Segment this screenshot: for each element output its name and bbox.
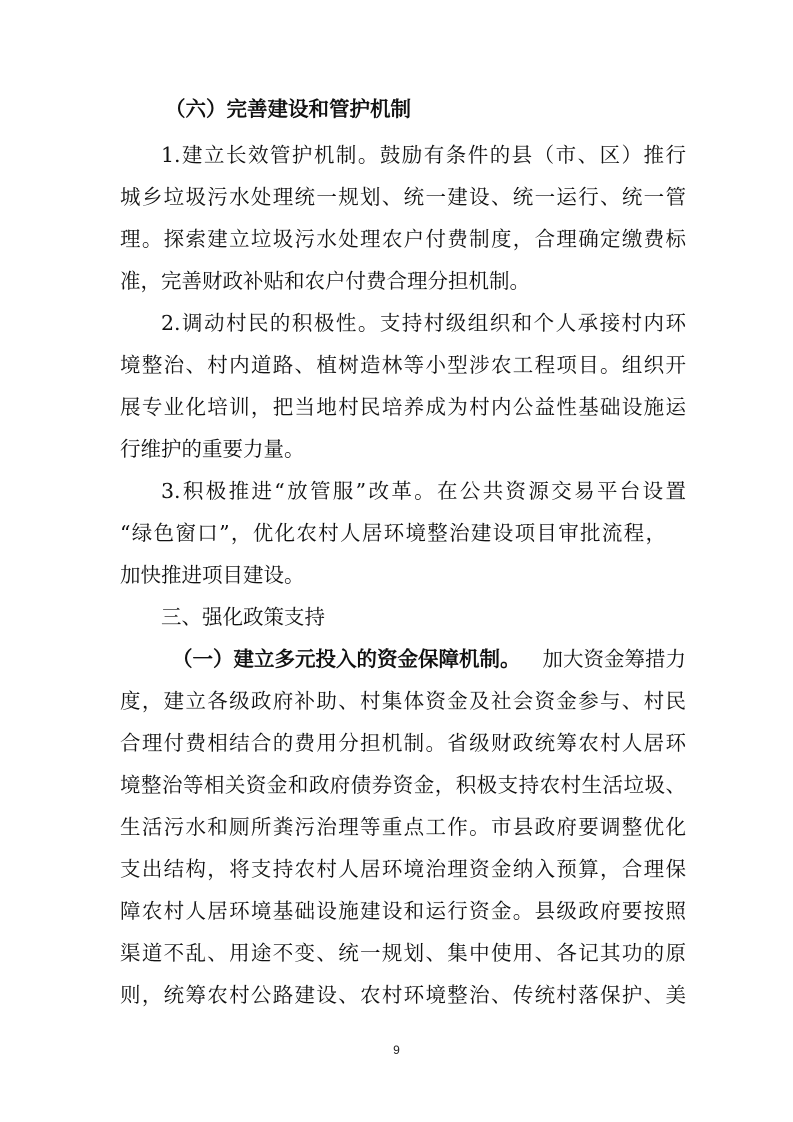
paragraph-line: 生活污水和厕所粪污治理等重点工作。市县政府要调整优化 (120, 815, 686, 839)
chapter-heading: 三、强化政策支持 (161, 605, 325, 629)
paragraph-line: 境整治、村内道路、植树造林等小型涉农工程项目。组织开 (120, 353, 686, 377)
paragraph-line: 行维护的重要力量。 (120, 437, 305, 461)
paragraph-line: 渠道不乱、用途不变、统一规划、集中使用、各记其功的原 (120, 941, 686, 965)
paragraph-line: 度，建立各级政府补助、村集体资金及社会资金参与、村民 (120, 689, 686, 713)
paragraph-line: 加快推进项目建设。 (120, 563, 305, 587)
paragraph-line: 城乡垃圾污水处理统一规划、统一建设、统一运行、统一管 (120, 185, 686, 209)
paragraph-line: 支出结构，将支持农村人居环境治理资金纳入预算，合理保 (120, 857, 686, 881)
paragraph-text: 加大资金筹措力 (542, 647, 686, 671)
section-heading-6: （六）完善建设和管护机制 (165, 97, 411, 121)
paragraph-line: “绿色窗口”，优化农村人居环境整治建设项目审批流程， (120, 521, 666, 545)
paragraph-line: 1.建立长效管护机制。鼓励有条件的县（市、区）推行 (161, 143, 686, 167)
paragraph-line-mixed (172, 646, 686, 672)
paragraph-line: 3.积极推进“放管服”改革。在公共资源交易平台设置 (161, 479, 686, 503)
paragraph-line: 则，统筹农村公路建设、农村环境整治、传统村落保护、美 (120, 983, 686, 1007)
page-number: 9 (393, 1043, 400, 1057)
paragraph-line: 障农村人居环境基础设施建设和运行资金。县级政府要按照 (120, 899, 686, 923)
paragraph-line: 准，完善财政补贴和农户付费合理分担机制。 (120, 269, 530, 293)
paragraph-line: 合理付费相结合的费用分担机制。省级财政统筹农村人居环 (120, 731, 686, 755)
paragraph-line: 境整治等相关资金和政府债券资金，积极支持农村生活垃圾、 (120, 773, 686, 797)
paragraph-line: 2.调动村民的积极性。支持村级组织和个人承接村内环 (161, 311, 686, 335)
inline-heading: （一）建立多元投入的资金保障机制。 (172, 647, 521, 671)
paragraph-line: 展专业化培训，把当地村民培养成为村内公益性基础设施运 (120, 395, 686, 419)
paragraph-line: 理。探索建立垃圾污水处理农户付费制度，合理确定缴费标 (120, 227, 686, 251)
